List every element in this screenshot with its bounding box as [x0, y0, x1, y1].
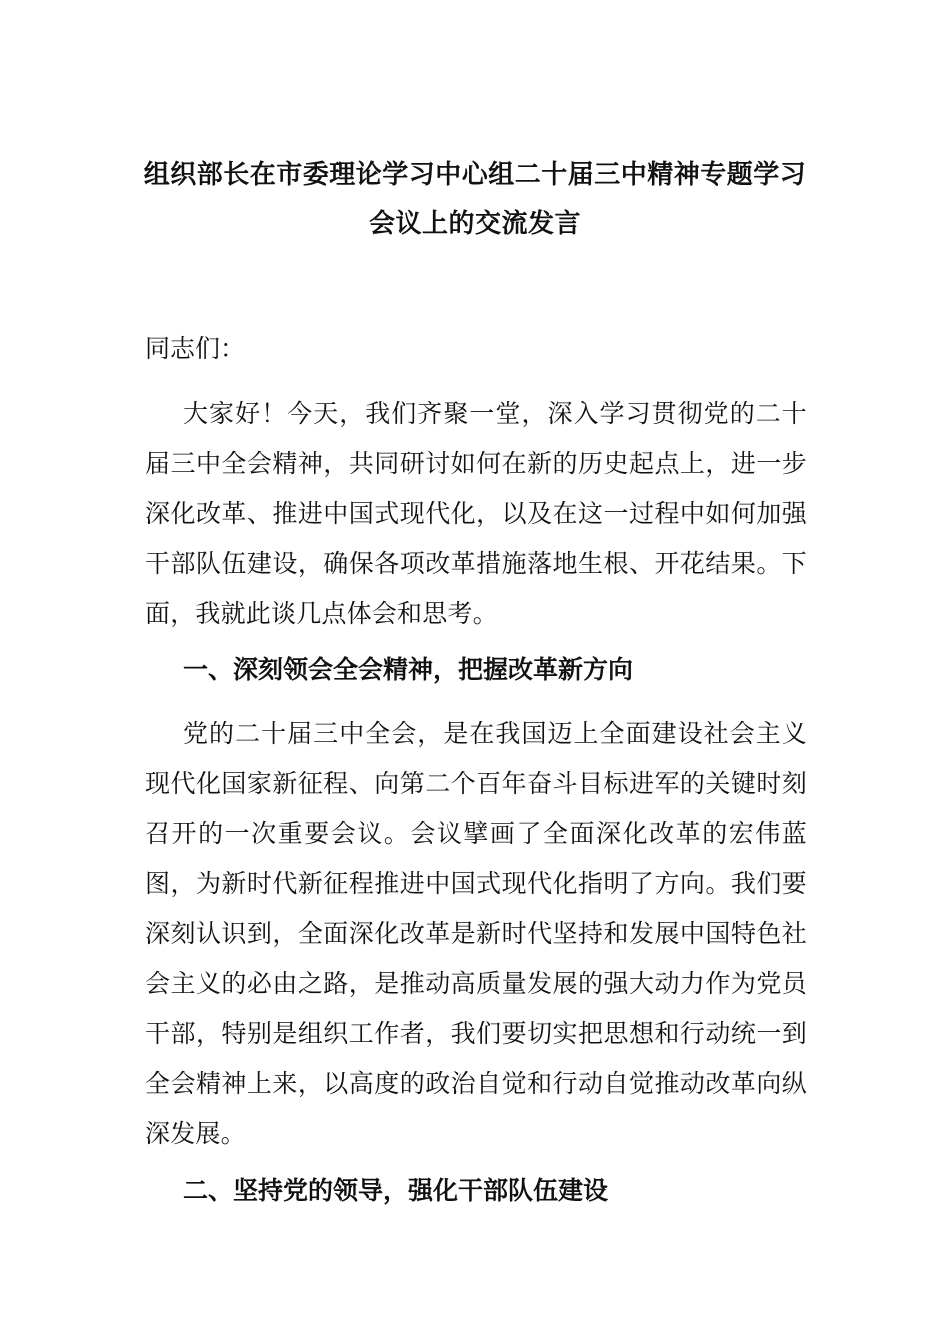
section-1-paragraph: 党的二十届三中全会，是在我国迈上全面建设社会主义现代化国家新征程、向第二个百年奋斗目标进军的关键时刻召开的一次重要会议。会议擘画了全面深化改革的宏伟蓝图，为新时代新征程推进中国式现代化指明了方向。我们要深刻认识到，全面深化改革是新时代坚持和发展中国特色社会主义的必由之路，是推动高质量发展的强大动力作为党员干部，特别是组织工作者，我们要切实把思想和行动统一到全会精神上来，以高度的政治自觉和行动自觉推动改革向纵深发展。: [145, 719, 807, 1148]
document-title-line-2: 会议上的交流发言: [368, 209, 581, 239]
intro-paragraph: 大家好！今天，我们齐聚一堂，深入学习贯彻党的二十届三中全会精神，共同研讨如何在新的历史起点上，进一步深化改革、推进中国式现代化，以及在这一过程中如何加强干部队伍建设，确保各项改革措施落地生根、开花结果。下面，我就此谈几点体会和思考。: [145, 399, 807, 628]
document-title-line-1: 组织部长在市委理论学习中心组二十届三中精神专题学习: [143, 160, 807, 190]
salutation: 同志们：: [145, 334, 246, 363]
section-2-heading: 二、坚持党的领导，强化干部队伍建设: [183, 1176, 609, 1205]
section-1-heading: 一、深刻领会全会精神，把握改革新方向: [183, 655, 634, 684]
